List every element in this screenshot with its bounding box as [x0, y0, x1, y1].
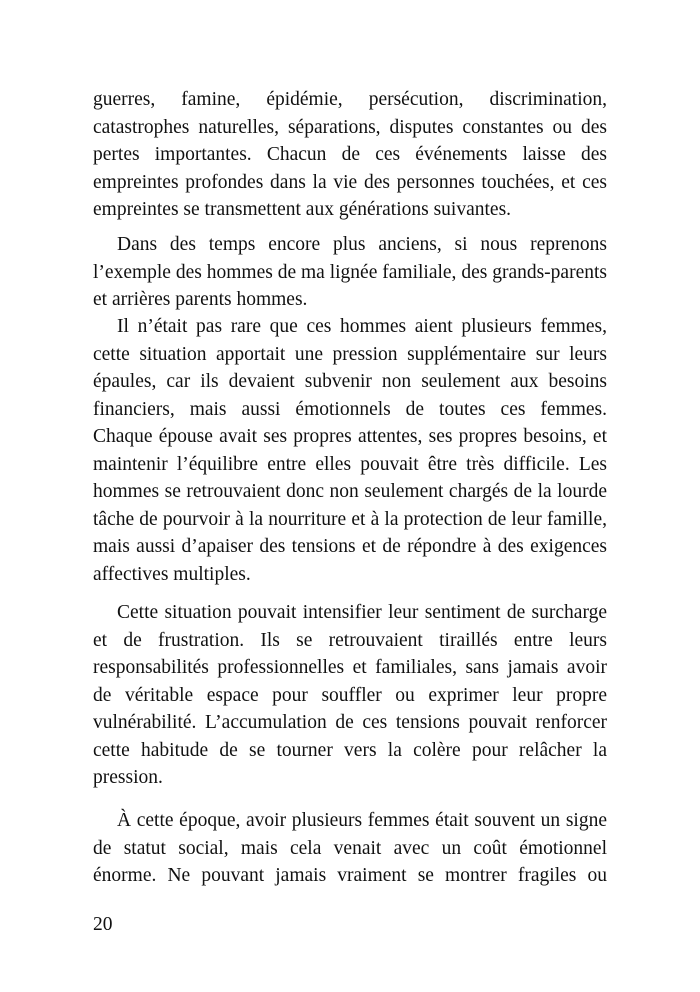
text-line: et de frustration. Ils se retrouvaient tiraillés entre leurs [93, 629, 607, 651]
text-line: pression. [93, 767, 163, 788]
paragraph [93, 807, 607, 890]
text-line: maintenir l’équilibre entre elles pouvait être très difficile. Les [93, 453, 607, 475]
text-line: Il n’était pas rare que ces hommes aient plusieurs femmes, [117, 316, 607, 337]
text-line: cette habitude de se tourner vers la colère pour relâcher la [93, 739, 607, 761]
text-line: mais aussi d’apaiser des tensions et de répondre à des exigences [93, 536, 607, 557]
paragraph [93, 86, 607, 224]
text-line: pertes importantes. Chacun de ces événements laisse des [93, 144, 607, 165]
text-line: Cette situation pouvait intensifier leur sentiment de surcharge [117, 602, 607, 623]
text-line: énorme. Ne pouvant jamais vraiment se montrer fragiles ou [93, 865, 607, 886]
text-line: affectives multiples. [93, 563, 251, 585]
text-line: Chaque épouse avait ses propres attentes, ses propres besoins, et [93, 426, 607, 447]
text-line: catastrophes naturelles, séparations, disputes constantes ou des [93, 116, 607, 138]
text-line: tâche de pourvoir à la nourriture et à la protection de leur famille, [93, 508, 607, 530]
text-line: financiers, mais aussi émotionnels de toutes ces femmes. [93, 398, 607, 420]
text-line: Dans des temps encore plus anciens, si nous reprenons [117, 234, 607, 255]
text-line: de statut social, mais cela venait avec un coût émotionnel [93, 837, 607, 859]
text-line: l’exemple des hommes de ma lignée familiale, des grands-parents [93, 261, 607, 283]
text-line: hommes se retrouvaient donc non seulement chargés de la lourde [93, 481, 607, 502]
text-line: et arrières parents hommes. [93, 289, 308, 310]
text-line: vulnérabilité. L’accumulation de ces tensions pouvait renforcer [93, 712, 607, 733]
text-line: épaules, car ils devaient subvenir non seulement aux besoins [93, 371, 607, 392]
paragraph [93, 313, 607, 588]
page-number: 20 [93, 914, 113, 935]
text-line: de véritable espace pour souffler ou exprimer leur propre [93, 684, 607, 706]
text-line: empreintes profondes dans la vie des personnes touchées, et ces [93, 171, 607, 193]
paragraph [93, 231, 607, 314]
text-line: guerres, famine, épidémie, persécution, discrimination, [93, 89, 607, 110]
text-line: À cette époque, avoir plusieurs femmes était souvent un signe [117, 810, 607, 831]
paragraph [93, 599, 607, 792]
text-line: empreintes se transmettent aux générations suivantes. [93, 199, 512, 220]
text-line: cette situation apportait une pression supplémentaire sur leurs [93, 343, 607, 365]
text-line: responsabilités professionnelles et familiales, sans jamais avoir [93, 657, 607, 678]
